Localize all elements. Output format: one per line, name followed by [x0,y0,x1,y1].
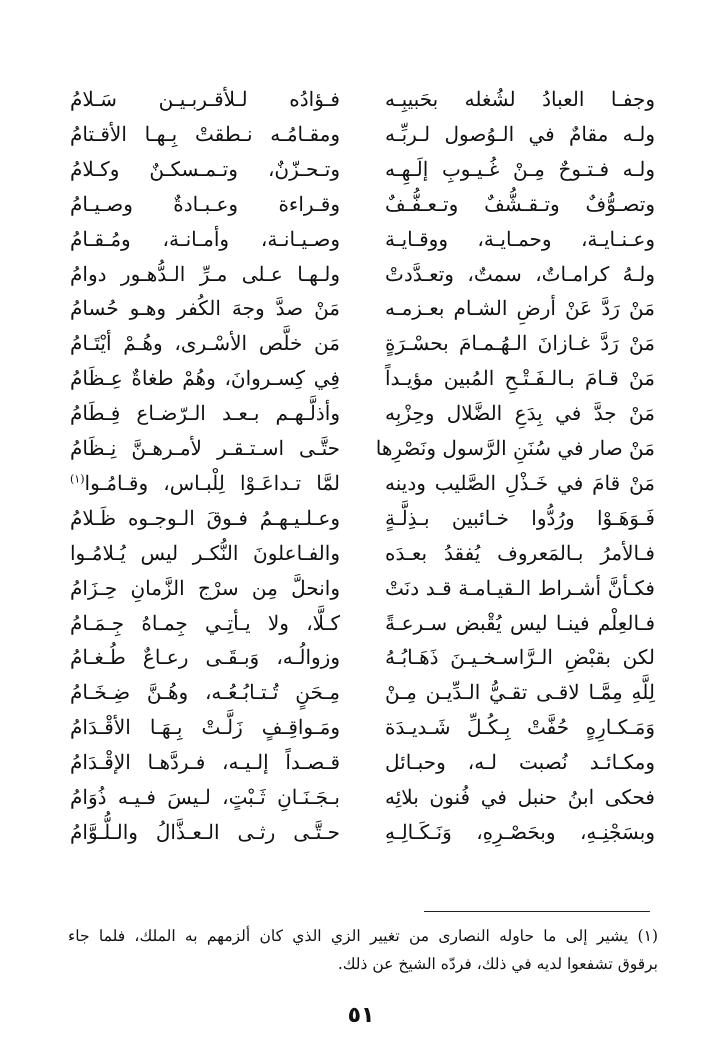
verse-second-hemistich: لمَّا تـداعَـوْا لِلْبـاس، وقـامُـوا$^{(١)}$ [70,470,340,495]
verse-first-hemistich: فكـأنَّ أشـراط الـقيـامـة قـد دنَتْ [385,575,655,600]
verse-second-hemistich: وصـيـانـة، وأمـانـة، ومُـقـامُ [70,226,340,251]
poem-verse [70,640,655,674]
verse-second-hemistich: وأذلَّـهـم بـعـد الـرّضـاع فِـطَامُ [70,401,340,426]
verse-second-hemistich: والفـاعلونَ النُّكـر ليس يُـلامُـوا [70,540,340,565]
footnote-reference: (١) [70,472,85,486]
verse-first-hemistich: وعـنـايـة، وحمـايـة، ووقـايـة [385,226,655,251]
verse-first-hemistich: لِلَّهِ مِمَّـا لاقـى تقـيُّ الـدِّيـن مِـنْ [385,680,655,705]
verse-first-hemistich: فـالأمرُ بـالمَعروف يُفقدُ بعـدَه [385,540,655,565]
poem-verse [70,466,655,500]
verse-second-hemistich: قـصـداً إلـيـه، فـردَّهـا الإقْـدَامُ [70,750,340,775]
verse-first-hemistich: لكن بقبْضِ الـرَّاسـخـيـنَ ذَهَـابُـهُ [385,645,655,670]
poem-verse [70,222,655,256]
verse-first-hemistich: وجفـا العبادُ لشُغله بحَبيبِـه [385,87,655,111]
poem-verse [70,501,655,535]
verse-first-hemistich: مَنْ قـامَ بـالـفَـتْـحِ المُبين مؤيـداً [385,366,655,391]
poem-verse [70,815,655,849]
poem-verse [70,291,655,325]
verse-first-hemistich: فحكى ابنُ حنبل في فُنون بلائِه [385,785,655,809]
verse-second-hemistich: مَنْ صدَّ وجهَ الكُفر وهـو حُسامُ [70,296,340,321]
poem-verse [70,431,655,465]
verse-second-hemistich: بـجَـنَـانِ ثَـبْتٍ، لـيسَ فـيـه ذُوَامُ [70,785,340,809]
footnote-line-2: برقوق تشفعوا لديه في ذلك، فردّه الشيخ عن ذلك. [337,955,658,973]
footnote-line-1: (١) يشير إلى ما حاوله النصارى من تغيير الزي الذي كان ألزمهم به الملك، فلما جاء [68,927,658,945]
verse-second-hemistich: مِـحَنٍ تُـتـابُـعُـه، وهُـنَّ ضِـخَـامُ [70,680,340,705]
poem-verse [70,187,655,221]
poem-verse [70,675,655,709]
footnote [68,922,658,978]
verse-second-hemistich: وعـلـيـهـمُ فـوقَ الـوجـوه ظَـلامُ [70,505,340,530]
verse-first-hemistich: مَنْ قامَ في خَـذْلِ الصَّليب ودينه [385,470,655,495]
poem-verse [70,710,655,744]
verse-second-hemistich: فـؤادُه لـلأقـربـيـن سَـلامُ [70,87,340,111]
page-number: ٥١ [347,1003,375,1028]
verse-second-hemistich: ومقـامُـه نـطقتْ بِـهـا الأقـتامُ [70,121,340,146]
poem-verse [70,117,655,151]
poem-body [70,82,655,842]
verse-second-hemistich: فِي كِسـروانَ، وهُمْ طغاةٌ عِـظَامُ [70,366,340,391]
footnote-separator [424,911,650,912]
verse-second-hemistich: وتـحـزّنٌ، وتـمـسكـنٌ وكـلامُ [70,156,340,181]
verse-first-hemistich: وَمَـكـارِهٍ حُفَّتْ بِـكُـلِّ شَـديـدَة [385,715,655,740]
verse-first-hemistich: فـالعِلْم فينـا ليس يُقْبض سـرعـةً [385,610,655,635]
verse-second-hemistich: وقـراءة وعـبـادةٌ وصـيـامُ [70,191,340,216]
poem-verse [70,152,655,186]
verse-first-hemistich: مَنْ صار في سُنَنِ الرَّسول ونَصْرِها [375,436,655,460]
verse-first-hemistich: مَنْ جدَّ في بِدَعِ الضَّلال وحِزْبِه [385,401,655,426]
verse-second-hemistich: ومَـواقِـفٍ زَلَّـتْ بِـهَـا الأقْـدَامُ [70,715,340,740]
verse-first-hemistich: مَنْ رَدَّ غـازانَ الـهُـمـامَ بحسْـرَةٍ [385,331,655,356]
poem-verse [70,606,655,640]
verse-first-hemistich: ولـه فـتـوحٌ مِـنْ غُـيـوبِ إلَـهِـه [385,156,655,181]
verse-second-hemistich: وانحلَّ مِن سرْج الزَّمانِ حِـزَامُ [70,575,340,600]
verse-first-hemistich: مَنْ رَدَّ عَنْ أرضِ الشـام بعـزمـه [385,296,655,321]
verse-second-hemistich: مَن خلَّص الأسْـرى، وهُـمْ أيْتَـامُ [70,331,340,356]
verse-first-hemistich: وبسَجْنِـهِ، وبحَصْـرِهِ، وَنَـكَـالِـهِ [385,819,655,844]
verse-second-hemistich: حـتَّـى رثـى الـعـذَّالُ والـلُّـوَّامُ [70,819,340,844]
poem-verse [70,536,655,570]
poem-verse [70,82,655,116]
poem-verse [70,361,655,395]
verse-first-hemistich: ولـهُ كرامـاتٌ، سمتٌ، وتعـدَّدتْ [385,261,655,286]
verse-second-hemistich: وزوالُـه، وَبـقَـى رعـاعٌ طُـغـامُ [70,645,340,670]
verse-second-hemistich: حتَّـى اسـتـقـر لأمـرهـنَّ نِـظَامُ [70,436,340,460]
poem-verse [70,396,655,430]
verse-first-hemistich: ولـه مقامٌ في الـوُصول لـربِّـه [385,121,655,146]
poem-verse [70,571,655,605]
poem-verse [70,257,655,291]
poem-verse [70,780,655,814]
verse-second-hemistich: كـلَّا، ولا يـأتِـي جِمـاهُ جِـمَـامُ [70,610,340,635]
verse-second-hemistich: ولـهـا عـلى مـرِّ الـدُّهـور دوامُ [70,261,340,286]
verse-first-hemistich: ومكـائـد نُصبت لـه، وحبـائل [385,750,655,775]
poem-verse [70,326,655,360]
verse-first-hemistich: فَـوَهَـوْا ورُدُّوا خـائبين بـذِلَّـةٍ [385,505,655,530]
poem-verse [70,745,655,779]
verse-first-hemistich: وتصـوُّفٌ وتـقـشُّفٌ وتـعـفُّـفٌ [385,191,655,216]
